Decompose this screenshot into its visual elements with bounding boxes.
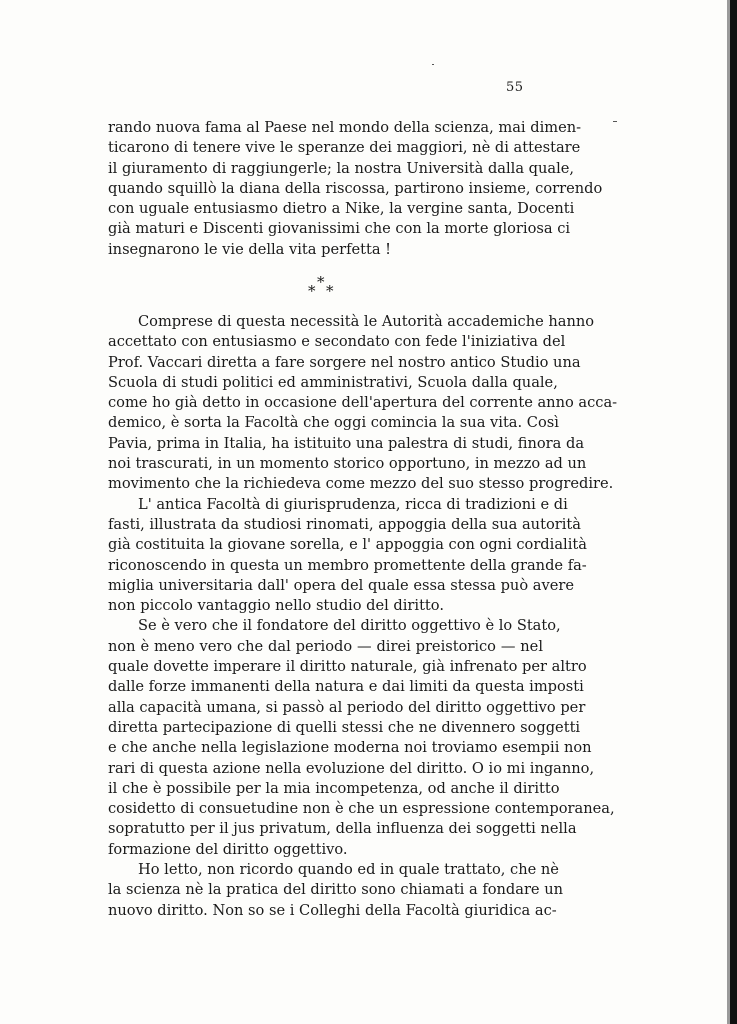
text-line: accettato con entusiasmo e secondato con fede l'iniziativa del <box>108 333 566 351</box>
text-line: noi trascurati, in un momento storico opportuno, in mezzo ad un <box>108 455 587 473</box>
text-line: quale dovette imperare il diritto naturale, già infrenato per altro <box>108 658 587 676</box>
text-line: Ho letto, non ricordo quando ed in quale trattato, che nè <box>138 861 559 879</box>
asterism-separator <box>305 275 341 301</box>
text-line: movimento che la richiedeva come mezzo del suo stesso progredire. <box>108 475 614 493</box>
opening-paragraph <box>108 118 603 260</box>
text-line: già costituita la giovane sorella, e l' appoggia con ogni cordialità <box>108 536 587 554</box>
page-edge <box>730 0 737 1024</box>
text-line: il che è possibile per la mia incompetenza, od anche il diritto <box>108 779 560 797</box>
text-line: L' antica Facoltà di giurisprudenza, ricca di tradizioni e di <box>138 495 568 513</box>
text-line: demico, è sorta la Facoltà che oggi comincia la sua vita. Così <box>108 414 559 432</box>
text-line: riconoscendo in questa un membro promettente della grande fa- <box>108 556 587 574</box>
text-line: Scuola di studi politici ed amministrativi, Scuola dalla quale, <box>108 373 558 391</box>
text-line: Prof. Vaccari diretta a fare sorgere nel nostro antico Studio una <box>108 353 581 371</box>
asterisk-icon: * <box>326 282 334 300</box>
text-line: non è meno vero che dal periodo — direi preistorico — nel <box>108 637 543 655</box>
text-line: insegnarono le vie della vita perfetta ! <box>108 240 392 258</box>
text-line: non piccolo vantaggio nello studio del diritto. <box>108 597 444 615</box>
text-line: cosidetto di consuetudine non è che un espressione contemporanea, <box>108 800 615 818</box>
text-line: la scienza nè la pratica del diritto sono chiamati a fondare un <box>108 881 564 899</box>
text-line: il giuramento di raggiungerle; la nostra Università dalla quale, <box>108 159 575 177</box>
text-line: quando squillò la diana della riscossa, partirono insieme, correndo <box>108 179 603 197</box>
text-line: Comprese di questa necessità le Autorità accademiche hanno <box>138 313 595 330</box>
text-line: e che anche nella legislazione moderna noi troviamo esempii non <box>108 739 592 757</box>
asterisk-icon: * <box>317 273 325 291</box>
text-line: ticarono di tenere vive le speranze dei maggiori, nè di attestare <box>108 139 581 157</box>
paragraph <box>108 312 618 495</box>
paragraph <box>108 495 587 617</box>
text-line: miglia universitaria dall' opera del quale essa stessa può avere <box>108 576 574 594</box>
body-text <box>108 312 618 921</box>
paragraph <box>108 860 564 921</box>
text-line: dalle forze immanenti della natura e dai limiti da questa imposti <box>108 678 584 696</box>
page-number: 55 <box>506 80 524 95</box>
text-line: rando nuova fama al Paese nel mondo della scienza, mai dimen- <box>108 119 582 136</box>
paragraph <box>108 616 615 860</box>
text-line: Pavia, prima in Italia, ha istituito una palestra di studi, finora da <box>108 434 585 452</box>
text-line: nuovo diritto. Non so se i Colleghi della Facoltà giuridica ac- <box>108 901 557 919</box>
text-line: sopratutto per il jus privatum, della influenza dei soggetti nella <box>108 820 577 838</box>
scan-speck <box>613 121 617 122</box>
text-line: già maturi e Discenti giovanissimi che con la morte gloriosa ci <box>108 220 571 238</box>
text-line: Se è vero che il fondatore del diritto oggettivo è lo Stato, <box>138 617 561 635</box>
text-line: formazione del diritto oggettivo. <box>108 840 348 858</box>
asterisk-icon: * <box>308 282 316 300</box>
text-line: rari di questa azione nella evoluzione del diritto. O io mi inganno, <box>108 759 595 777</box>
text-line: con uguale entusiasmo dietro a Nike, la vergine santa, Docenti <box>108 200 575 218</box>
text-line: come ho già detto in occasione dell'apertura del corrente anno acca- <box>108 394 618 412</box>
scan-speck <box>432 64 434 65</box>
text-line: diretta partecipazione di quelli stessi che ne divennero soggetti <box>108 718 581 736</box>
text-line: fasti, illustrata da studiosi rinomati, appoggia della sua autorità <box>108 515 581 533</box>
text-line: alla capacità umana, si passò al periodo del diritto oggettivo per <box>108 698 586 716</box>
